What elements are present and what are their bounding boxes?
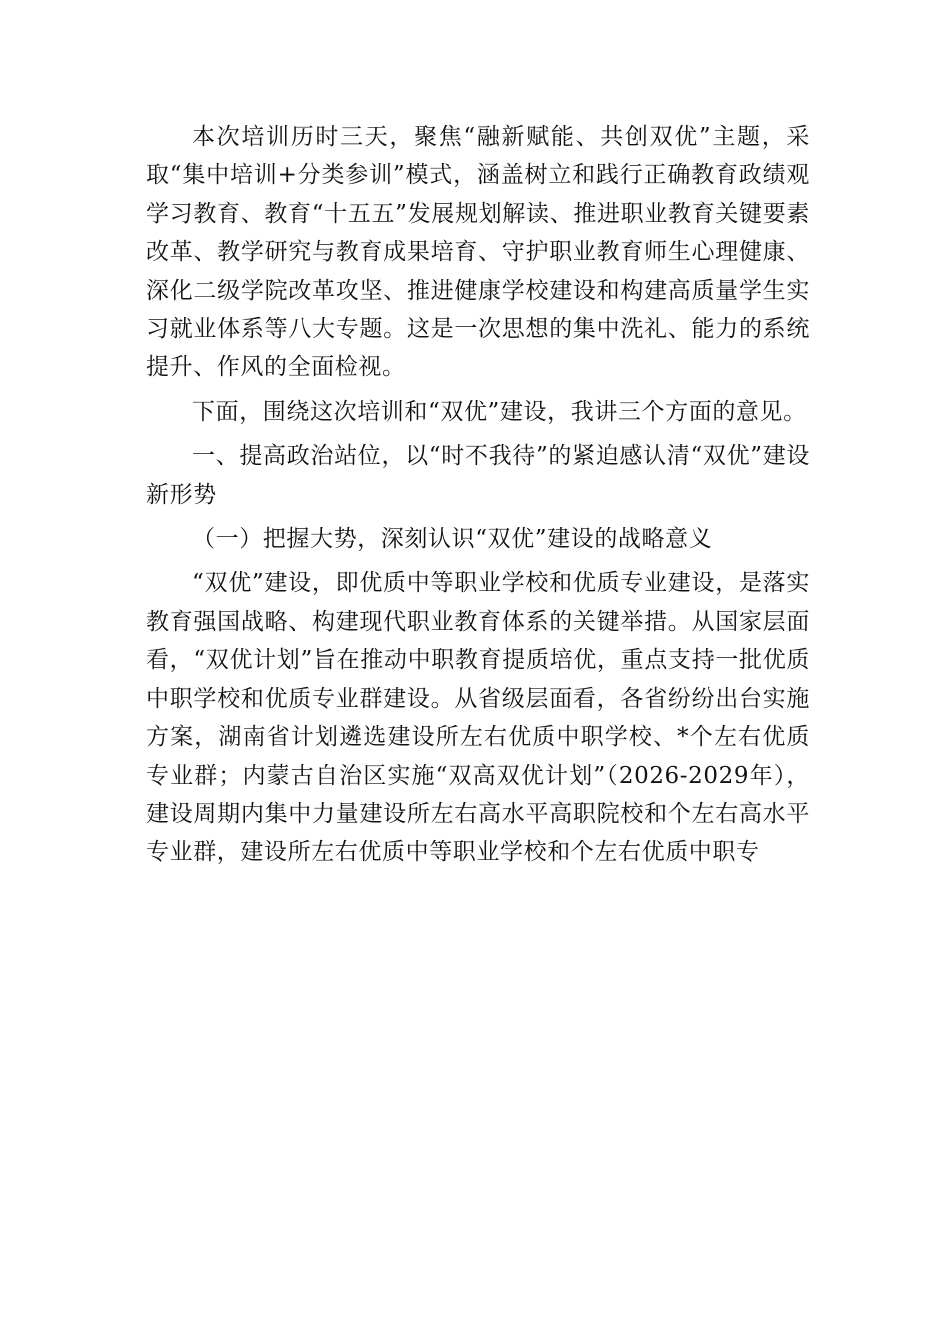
document-page	[146, 118, 810, 872]
paragraph-training-overview: 本次培训历时三天，聚焦“融新赋能、共创双优”主题，采取“集中培训+分类参训”模式，涵盖树立和践行正确教育政绩观学习教育、教育“十五五”发展规划解读、推进职业教育关键要素改革、教学研究与教育成果培育、守护职业教育师生心理健康、深化二级学院改革攻坚、推进健康学校建设和构建高质量学生实习就业体系等八大专题。这是一次思想的集中洗礼、能力的系统提升、作风的全面检视。	[146, 124, 810, 381]
paragraph-introduction: 下面，围绕这次培训和“双优”建设，我讲三个方面的意见。	[192, 398, 807, 425]
section-heading-1: 一、提高政治站位，以“时不我待”的紧迫感认清“双优”建设新形势	[146, 443, 810, 508]
paragraph-shuangyou-significance: “双优”建设，即优质中等职业学校和优质专业建设，是落实教育强国战略、构建现代职业教育体系的关键举措。从国家层面看，“双优计划”旨在推动中职教育提质培优，重点支持一批优质中职学校和优质专业群建设。从省级层面看，各省纷纷出台实施方案，湖南省计划遴选建设所左右优质中职学校、*个左右优质专业群；内蒙古自治区实施“双高双优计划”（2026-2029年），建设周期内集中力量建设所左右高水平高职院校和个左右高水平专业群，建设所左右优质中等职业学校和个左右优质中职专	[146, 570, 810, 866]
subsection-heading-1-1: （一）把握大势，深刻认识“双优”建设的战略意义	[192, 526, 713, 553]
